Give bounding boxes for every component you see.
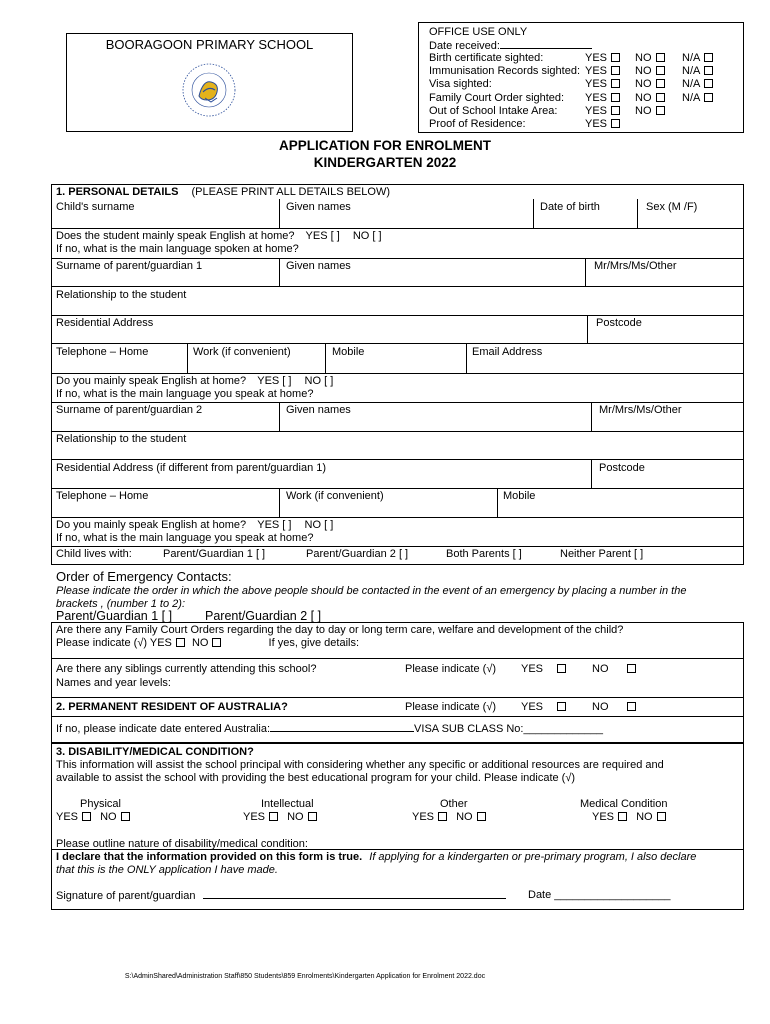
pg1-english-question-row (56, 375, 333, 388)
office-row-label: Birth certificate sighted: (429, 52, 544, 64)
office-no-checkbox[interactable] (656, 79, 665, 88)
court-orders-no-checkbox[interactable] (212, 638, 221, 647)
form-title-line2: KINDERGARTEN 2022 (313, 155, 457, 170)
office-yes-label: YES (585, 92, 608, 104)
office-yes-label: YES (585, 52, 608, 64)
disability-text: This information will assist the school principal with considering whether any specific or additional resources are required and available to assist the school with providing the best educational program for your child. Please indicate (√) (56, 759, 664, 784)
office-no-option (635, 52, 665, 65)
student-english-no[interactable]: NO [ ] (352, 230, 382, 242)
visa-subclass[interactable]: VISA SUB CLASS No:_____________ (414, 723, 604, 735)
signature-label: Signature of parent/guardian (56, 890, 196, 902)
intellectual-label: Intellectual (261, 798, 314, 810)
medical-no-checkbox[interactable] (657, 812, 666, 821)
siblings-question: Are there any siblings currently attending this school? (56, 663, 317, 675)
declaration-text (56, 851, 716, 876)
office-yes-label: YES (585, 105, 608, 117)
pg2-english-question-row (56, 519, 333, 532)
office-row-label: Proof of Residence: (429, 118, 526, 130)
emergency-pg2[interactable]: Parent/Guardian 2 [ ] (205, 609, 322, 623)
given-names-label[interactable]: Given names (286, 201, 351, 213)
siblings-yes-checkbox[interactable] (557, 664, 566, 673)
office-yes-option (585, 65, 620, 78)
office-no-label: NO (635, 78, 652, 90)
resident-indicate: Please indicate (√) (405, 701, 497, 713)
office-yes-label: YES (585, 65, 608, 77)
other-no-checkbox[interactable] (477, 812, 486, 821)
emergency-heading: Order of Emergency Contacts: (56, 569, 232, 584)
intellectual-no-checkbox[interactable] (308, 812, 317, 821)
other-label: Other (440, 798, 468, 810)
office-no-label: NO (635, 92, 652, 104)
resident-yes-checkbox[interactable] (557, 702, 566, 711)
lives-with-neither[interactable]: Neither Parent [ ] (560, 548, 644, 560)
childs-surname-label[interactable]: Child's surname (56, 201, 135, 213)
office-no-label: NO (635, 52, 652, 64)
office-na-label: N/A (682, 52, 701, 64)
office-yes-checkbox[interactable] (611, 93, 620, 102)
medical-options (580, 811, 700, 824)
resident-heading: 2. PERMANENT RESIDENT OF AUSTRALIA? (56, 701, 288, 713)
office-na-option (682, 78, 713, 91)
court-orders-yes-checkbox[interactable] (176, 638, 185, 647)
pg2-english-yes[interactable]: YES [ ] (257, 519, 292, 531)
office-no-option (635, 92, 665, 105)
pg1-english-no[interactable]: NO [ ] (304, 375, 334, 387)
siblings-indicate: Please indicate (√) (405, 663, 497, 675)
disability-physical (56, 798, 146, 823)
office-na-option (682, 52, 713, 65)
pg2-given-names-label[interactable]: Given names (286, 404, 351, 416)
emergency-pg1[interactable]: Parent/Guardian 1 [ ] (56, 609, 173, 623)
personal-details-heading: 1. PERSONAL DETAILS (56, 186, 179, 198)
office-no-label: NO (635, 65, 652, 77)
office-yes-option (585, 52, 620, 65)
siblings-no-checkbox[interactable] (627, 664, 636, 673)
office-na-checkbox[interactable] (704, 79, 713, 88)
pg2-surname-label[interactable]: Surname of parent/guardian 2 (56, 404, 203, 416)
physical-label: Physical (80, 798, 121, 810)
office-row-label: Family Court Order sighted: (429, 92, 565, 104)
office-no-option (635, 65, 665, 78)
resident-date-label: If no, please indicate date entered Australia: (56, 723, 271, 735)
pg2-mobile-label[interactable]: Mobile (503, 490, 536, 502)
court-orders-yes: Please indicate (√) YES (56, 637, 172, 649)
pg1-telephone-label[interactable]: Telephone – Home (56, 346, 149, 358)
medical-yes-label: YES (592, 810, 615, 823)
office-yes-checkbox[interactable] (611, 66, 620, 75)
resident-no-label: NO (592, 701, 609, 713)
office-yes-checkbox[interactable] (611, 79, 620, 88)
disability-intellectual (243, 798, 353, 823)
intellectual-yes-label: YES (243, 810, 266, 823)
other-no-label: NO (456, 810, 473, 823)
pg2-language-question[interactable]: If no, what is the main language you speak at home? (56, 532, 314, 544)
pg2-relationship-label[interactable]: Relationship to the student (56, 433, 187, 445)
resident-date-row (56, 722, 603, 736)
pg2-telephone-label[interactable]: Telephone – Home (56, 490, 149, 502)
child-lives-with-label: Child lives with: (56, 548, 132, 560)
office-na-option (682, 92, 713, 105)
personal-details-note: (PLEASE PRINT ALL DETAILS BELOW) (191, 186, 390, 198)
pg1-english-yes[interactable]: YES [ ] (257, 375, 292, 387)
other-options (412, 811, 512, 824)
intellectual-yes-checkbox[interactable] (269, 812, 278, 821)
office-yes-checkbox[interactable] (611, 106, 620, 115)
pg2-work-label[interactable]: Work (if convenient) (286, 490, 384, 502)
pg2-postcode-label[interactable]: Postcode (599, 462, 645, 474)
office-no-checkbox[interactable] (656, 106, 665, 115)
pg1-language-question[interactable]: If no, what is the main language you speak at home? (56, 388, 314, 400)
physical-yes-checkbox[interactable] (82, 812, 91, 821)
sex-label[interactable]: Sex (M /F) (646, 201, 698, 213)
pg1-postcode-label[interactable]: Postcode (596, 317, 642, 329)
court-orders-details[interactable]: If yes, give details: (268, 637, 360, 649)
other-yes-label: YES (412, 810, 435, 823)
office-no-label: NO (635, 105, 652, 117)
office-row-label: Out of School Intake Area: (429, 105, 558, 117)
office-na-checkbox[interactable] (704, 66, 713, 75)
pg1-given-names-label[interactable]: Given names (286, 260, 351, 272)
siblings-yes-label: YES (521, 663, 544, 675)
pg1-work-label[interactable]: Work (if convenient) (193, 346, 291, 358)
court-orders-indicate-row (56, 637, 359, 650)
pg2-title-label[interactable]: Mr/Mrs/Ms/Other (599, 404, 682, 416)
pg2-english-no[interactable]: NO [ ] (304, 519, 334, 531)
date-received-field[interactable] (500, 39, 592, 49)
office-row-label: Immunisation Records sighted: (429, 65, 581, 77)
medical-yes-checkbox[interactable] (618, 812, 627, 821)
resident-yes-label: YES (521, 701, 544, 713)
disability-other (412, 798, 512, 823)
office-na-label: N/A (682, 78, 701, 90)
office-no-checkbox[interactable] (656, 53, 665, 62)
office-no-option (635, 78, 665, 91)
declaration-bold: I declare that the information provided on this form is true. (56, 851, 363, 863)
office-na-checkbox[interactable] (704, 93, 713, 102)
pg1-english-question: Do you mainly speak English at home? (56, 375, 247, 387)
declaration-date[interactable]: Date ___________________ (528, 889, 671, 901)
office-yes-option (585, 92, 620, 105)
physical-options (56, 811, 146, 824)
student-english-question-row (56, 230, 382, 243)
office-no-option (635, 105, 665, 118)
court-orders-no: NO (191, 637, 209, 649)
date-received-label (429, 39, 592, 53)
school-seal-logo (181, 62, 237, 118)
medical-no-label: NO (636, 810, 653, 823)
office-na-option (682, 65, 713, 78)
pg1-address-label[interactable]: Residential Address (56, 317, 154, 329)
date-of-birth-label[interactable]: Date of birth (540, 201, 600, 213)
resident-date-field[interactable] (270, 722, 414, 732)
pg1-mobile-label[interactable]: Mobile (332, 346, 365, 358)
student-english-question: Does the student mainly speak English at home? (56, 230, 295, 242)
signature-field[interactable] (203, 889, 506, 899)
intellectual-no-label: NO (287, 810, 304, 823)
siblings-yes-row (521, 663, 566, 676)
form-title-line1: APPLICATION FOR ENROLMENT (279, 138, 491, 153)
declaration-italic: If applying for a kindergarten or pre-primary program, I also declare that this is the ONLY application I have made. (56, 851, 697, 876)
office-yes-checkbox[interactable] (611, 119, 620, 128)
pg1-title-label[interactable]: Mr/Mrs/Ms/Other (594, 260, 677, 272)
pg1-relationship-label[interactable]: Relationship to the student (56, 289, 187, 301)
court-orders-question: Are there any Family Court Orders regarding the day to day or long term care, welfare and development of the child? (56, 624, 624, 636)
lives-with-pg1[interactable]: Parent/Guardian 1 [ ] (163, 548, 266, 560)
pg1-email-label[interactable]: Email Address (472, 346, 543, 358)
school-name: BOORAGOON PRIMARY SCHOOL (105, 37, 314, 52)
office-yes-option (585, 105, 620, 118)
medical-label: Medical Condition (580, 798, 668, 810)
office-yes-option (585, 118, 620, 131)
pg1-surname-label[interactable]: Surname of parent/guardian 1 (56, 260, 203, 272)
lives-with-pg2[interactable]: Parent/Guardian 2 [ ] (306, 548, 409, 560)
office-no-checkbox[interactable] (656, 66, 665, 75)
student-english-yes[interactable]: YES [ ] (305, 230, 340, 242)
disability-outline[interactable]: Please outline nature of disability/medical condition: (56, 838, 308, 850)
signature-row (56, 889, 506, 903)
disability-heading: 3. DISABILITY/MEDICAL CONDITION? (56, 746, 254, 758)
office-row-label: Visa sighted: (429, 78, 492, 90)
personal-details-heading-row (56, 186, 390, 199)
footer-file-path: S:\AdminShared\Administration Staff\850 Students\859 Enrolments\Kindergarten Application for Enrolment 2022.doc (124, 973, 486, 980)
office-na-checkbox[interactable] (704, 53, 713, 62)
office-yes-checkbox[interactable] (611, 53, 620, 62)
physical-no-label: NO (100, 810, 117, 823)
office-yes-option (585, 78, 620, 91)
student-language-question[interactable]: If no, what is the main language spoken at home? (56, 243, 299, 255)
other-yes-checkbox[interactable] (438, 812, 447, 821)
emergency-instruction: Please indicate the order in which the above people should be contacted in the event of an emergency by placing a number in the brackets , (number 1 to 2): (56, 585, 687, 610)
pg2-english-question: Do you mainly speak English at home? (56, 519, 247, 531)
office-na-label: N/A (682, 92, 701, 104)
physical-no-checkbox[interactable] (121, 812, 130, 821)
office-na-label: N/A (682, 65, 701, 77)
intellectual-options (243, 811, 353, 824)
siblings-no-row (592, 663, 636, 676)
office-yes-label: YES (585, 78, 608, 90)
resident-yes-row (521, 701, 566, 714)
siblings-names[interactable]: Names and year levels: (56, 677, 171, 689)
disability-medical (580, 798, 700, 823)
lives-with-both[interactable]: Both Parents [ ] (446, 548, 522, 560)
date-received-text: Date received: (429, 40, 500, 52)
siblings-no-label: NO (592, 663, 609, 675)
office-yes-label: YES (585, 118, 608, 130)
resident-no-checkbox[interactable] (627, 702, 636, 711)
pg2-address-label[interactable]: Residential Address (if different from parent/guardian 1) (56, 462, 327, 474)
office-use-title: OFFICE USE ONLY (429, 26, 528, 38)
resident-no-row (592, 701, 636, 714)
physical-yes-label: YES (56, 810, 79, 823)
office-no-checkbox[interactable] (656, 93, 665, 102)
